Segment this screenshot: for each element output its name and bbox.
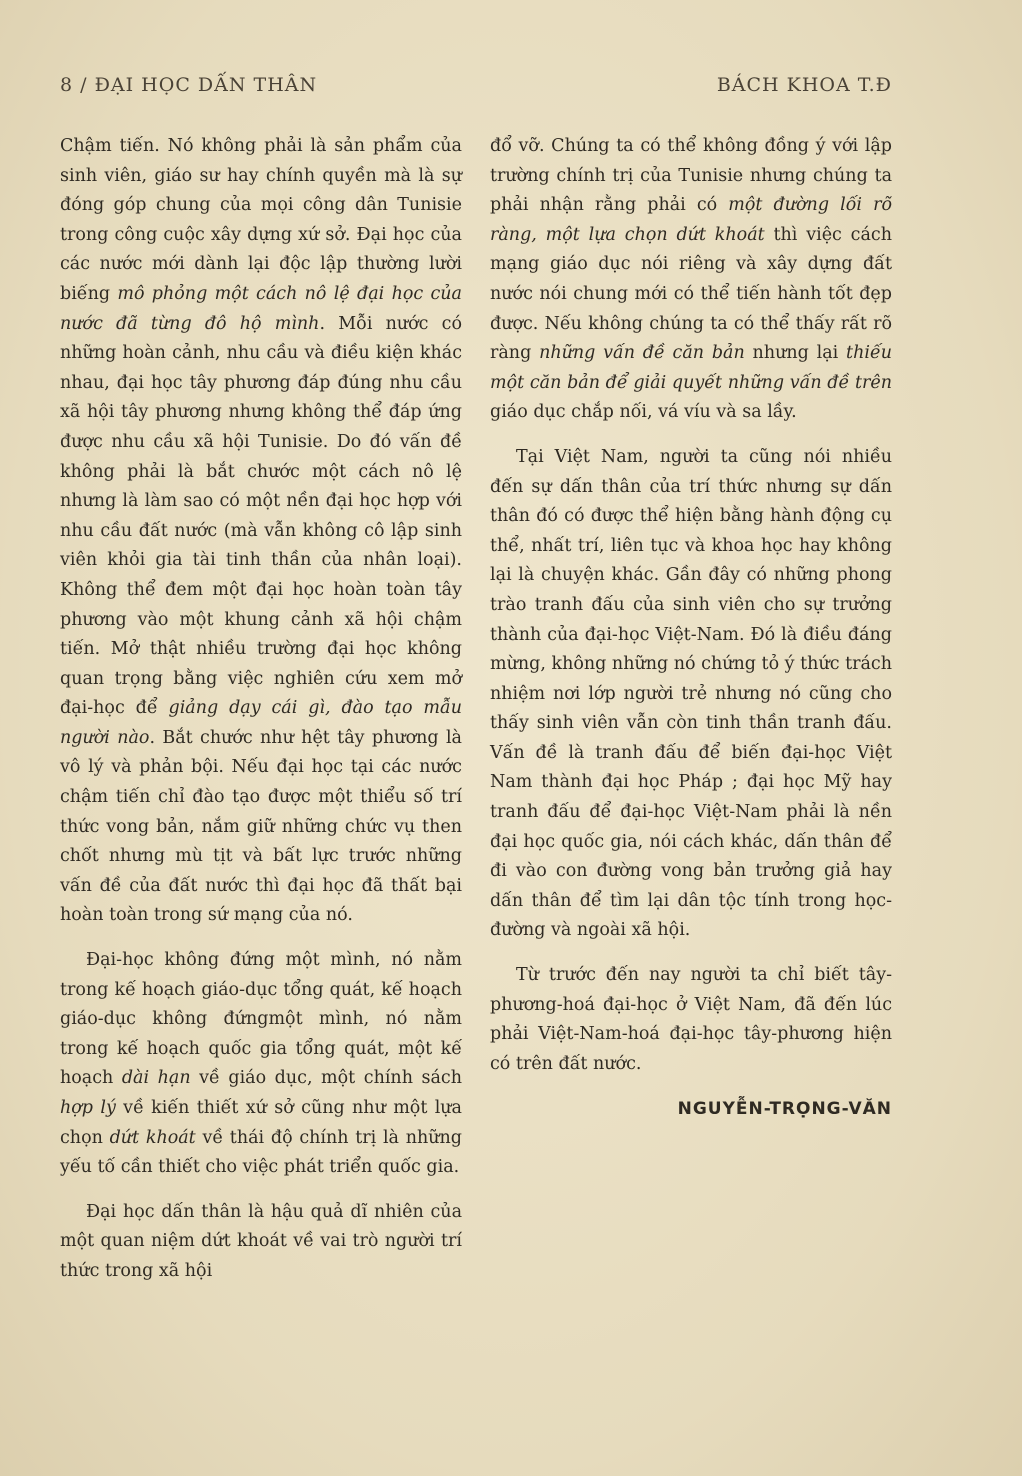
italic-run: dài hạn <box>121 1068 191 1089</box>
text-run: giáo dục chắp nối, vá víu và sa lầy. <box>490 402 797 423</box>
left-paragraph-1 <box>60 132 462 931</box>
text-run: đổ vỡ. Chúng ta có thể không đồng ý với lập trường chính trị của Tunisie nhưng chúng ta phải nhận rằng phải có <box>490 136 892 216</box>
right-paragraph-3: Từ trước đến nay người ta chỉ biết tây-phương-hoá đại-học ở Việt Nam, đã đến lúc phải Việt-Nam-hoá đại-học tây-phương hiện có trên đất nước. <box>490 965 892 1074</box>
text-run: Chậm tiến. Nó không phải là sản phẩm của sinh viên, giáo sư hay chính quyền mà là sự đóng góp chung của mọi công dân Tunisie trong công cuộc xây dựng xứ sở. Đại học của các nước mới dành lại độc lập thường lười biếng <box>60 136 462 304</box>
text-run: . Bắt chước như hệt tây phương là vô lý và phản bội. Nếu đại học tại các nước chậm tiến chỉ đào tạo được một thiểu số trí thức vong bản, nắm giữ những chức vụ then chốt nhưng mù tịt và bất lực trước những vấn đề của đất nước thì đại học đã thất bại hoàn toàn trong sứ mạng của nó. <box>60 727 462 926</box>
text-run: về thái độ chính trị là những yếu tố cần thiết cho việc phát triển quốc gia. <box>60 1127 462 1178</box>
page-header <box>60 74 892 102</box>
header-left <box>60 74 317 96</box>
text-run: về giáo dục, một chính sách <box>190 1068 463 1089</box>
right-paragraph-1 <box>490 132 892 428</box>
italic-run: một đường lối rõ ràng, một lựa chọn dứt khoát <box>490 195 892 245</box>
text-run: Đại-học không đứng một mình, nó nằm trong kế hoạch giáo-dục tổng quát, kế hoạch giáo-dục không đứngmột mình, nó nằm trong kế hoạch quốc gia tổng quát, một kế hoạch <box>60 950 462 1089</box>
italic-run: giảng dạy cái gì, đào tạo mẫu người nào <box>60 698 462 748</box>
text-run: thì việc cách mạng giáo dục nói riêng và xây dựng đất nước nói chung mới có thể tiến hành tốt đẹp được. Nếu không chúng ta có thể thấy rất rõ ràng <box>490 224 892 364</box>
italic-run: những vấn đề căn bản <box>539 343 745 364</box>
italic-run: dứt khoát <box>109 1127 196 1148</box>
left-column <box>60 132 462 1287</box>
right-paragraph-2: Tại Việt Nam, người ta cũng nói nhiều đến sự dấn thân của trí thức nhưng sự dấn thân đó có được thể hiện bằng hành động cụ thể, nhất trí, liên tục và khoa học hay không lại là chuyện khác. Gần đây có những phong trào tranh đấu của sinh viên cho sự trưởng thành của đại-học Việt-Nam. Đó là điều đáng mừng, không những nó chứng tỏ ý thức trách nhiệm nơi lớp người trẻ nhưng nó cũng cho thấy sinh viên vẫn còn tinh thần tranh đấu. Vấn đề là tranh đấu để biến đại-học Việt Nam thành đại học Pháp ; đại học Mỹ hay tranh đấu để đại-học Việt-Nam phải là nền đại học quốc gia, nói cách khác, dấn thân để đi vào con đường vong bản trưởng giả hay dấn thân để tìm lại dân tộc tính trong học-đường và ngoài xã hội. <box>490 446 892 941</box>
italic-run: thiếu một căn bản để giải quyết những vấn đề trên <box>490 343 892 393</box>
italic-run: mô phỏng một cách nô lệ đại học của nước đã từng đô hộ mình <box>60 283 462 334</box>
italic-run: hợp lý <box>60 1098 116 1118</box>
text-run: về kiến thiết xứ sở cũng như một lựa chọn <box>60 1098 462 1148</box>
page-number: 8 <box>60 74 74 96</box>
magazine-name: BÁCH KHOA T.Đ <box>716 74 892 96</box>
left-paragraph-3: Đại học dấn thân là hậu quả dĩ nhiên của một quan niệm dứt khoát về vai trò người trí thức trong xã hội <box>60 1201 462 1281</box>
left-paragraph-2 <box>60 946 462 1183</box>
author-signature: NGUYỄN-TRỌNG-VĂN <box>677 1099 892 1120</box>
section-title: / ĐẠI HỌC DẤN THÂN <box>80 74 318 96</box>
right-column <box>490 132 892 1125</box>
text-run: . Mỗi nước có những hoàn cảnh, nhu cầu và điều kiện khác nhau, đại học tây phương đáp đúng nhu cầu xã hội tây phương nhưng không thể đáp ứng được nhu cầu xã hội Tunisie. Do đó vấn đề không phải là bắt chước một cách nô lệ nhưng là làm sao có một nền đại học hợp với nhu cầu đất nước (mà vẫn không cô lập sinh viên khỏi gia tài tinh thần của nhân loại). Không thể đem một đại học hoàn toàn tây phương vào một khung cảnh xã hội chậm tiến. Mở thật nhiều trường đại học không quan trọng bằng việc nghiên cứu xem mở đại-học để <box>60 313 462 719</box>
text-run: nhưng lại <box>744 343 847 364</box>
